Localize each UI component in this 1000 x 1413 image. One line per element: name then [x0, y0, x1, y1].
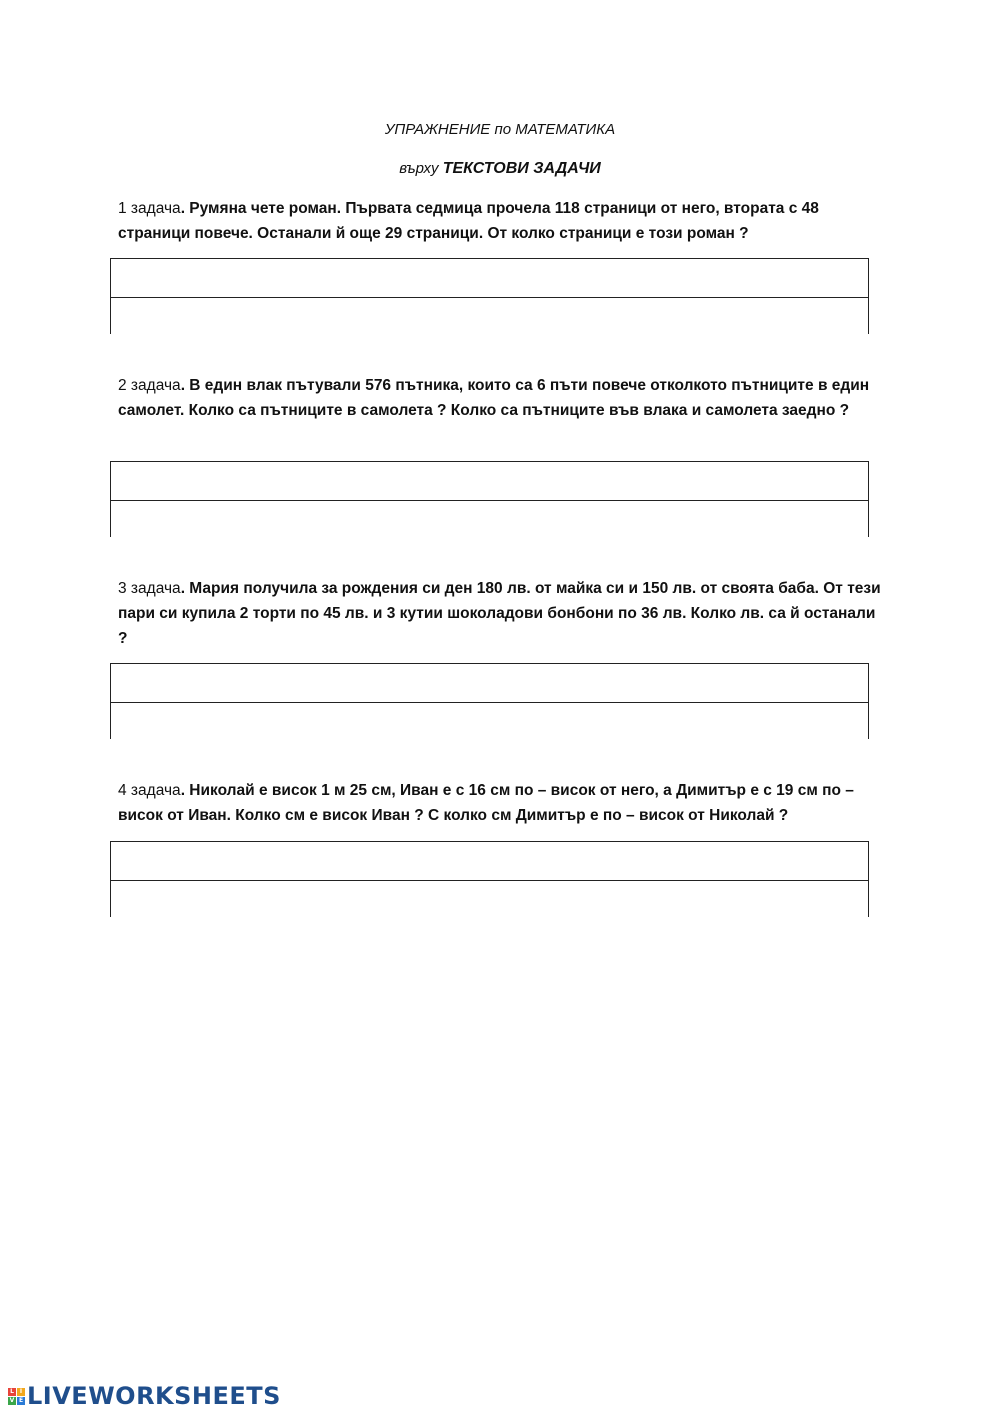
task-3-answer-line-2[interactable]	[111, 702, 868, 740]
task-4-text: . Николай е висок 1 м 25 см, Иван е с 16 см по – висок от него, а Димитър е с 19 см по – висок от Иван. Колко см е висок Иван ? С колко см Димитър е по – висок от Николай ?	[118, 782, 854, 824]
task-2-number: 2 задача	[118, 377, 181, 394]
task-1-number: 1 задача	[118, 200, 181, 217]
task-4-answer-line-2[interactable]	[111, 880, 868, 918]
task-3-number: 3 задача	[118, 580, 181, 597]
logo-block: L	[8, 1388, 16, 1396]
task-2-answer-line-1[interactable]	[111, 462, 868, 500]
page-title: УПРАЖНЕНИЕ по МАТЕМАТИКА	[384, 121, 616, 138]
task-3-answer-box	[110, 663, 869, 739]
logo-block: V	[9, 1396, 15, 1404]
task-2-answer-line-2[interactable]	[111, 500, 868, 538]
task-2-answer-box	[110, 461, 869, 537]
task-3	[118, 576, 883, 651]
logo-text: LIVEWORKSHEETS	[27, 1382, 281, 1410]
page-subtitle	[0, 160, 1000, 178]
task-3-text: . Мария получила за рождения си ден 180 лв. от майка си и 150 лв. от своята баба. От тези пари си купила 2 торти по 45 лв. и 3 кутии шоколадови бонбони по 36 лв. Колко лв. са й останали ?	[118, 580, 881, 647]
task-4-answer-box	[110, 841, 869, 917]
logo-block: E	[18, 1396, 24, 1404]
task-4-answer-line-1[interactable]	[111, 842, 868, 880]
task-1	[118, 196, 883, 246]
task-4	[118, 778, 883, 828]
task-1-text: . Румяна чете роман. Първата седмица прочела 118 страници от него, втората с 48 страници повече. Останали й още 29 страници. От колко страници е този роман ?	[118, 200, 819, 242]
task-3-answer-line-1[interactable]	[111, 664, 868, 702]
task-1-answer-line-2[interactable]	[111, 297, 868, 335]
logo-blocks-icon	[8, 1388, 25, 1405]
task-2	[118, 373, 883, 423]
task-2-text: . В един влак пътували 576 пътника, които са 6 пъти повече отколкото пътниците в един самолет. Колко са пътниците в самолета ? Колко са пътниците във влака и самолета заедно ?	[118, 377, 870, 419]
liveworksheets-logo	[8, 1380, 281, 1412]
task-1-answer-box	[110, 258, 869, 334]
subtitle-strong: ТЕКСТОВИ ЗАДАЧИ	[442, 160, 601, 177]
task-4-number: 4 задача	[118, 782, 181, 799]
logo-block: I	[17, 1388, 25, 1396]
task-1-answer-line-1[interactable]	[111, 259, 868, 297]
subtitle-prefix: върху	[399, 160, 443, 177]
